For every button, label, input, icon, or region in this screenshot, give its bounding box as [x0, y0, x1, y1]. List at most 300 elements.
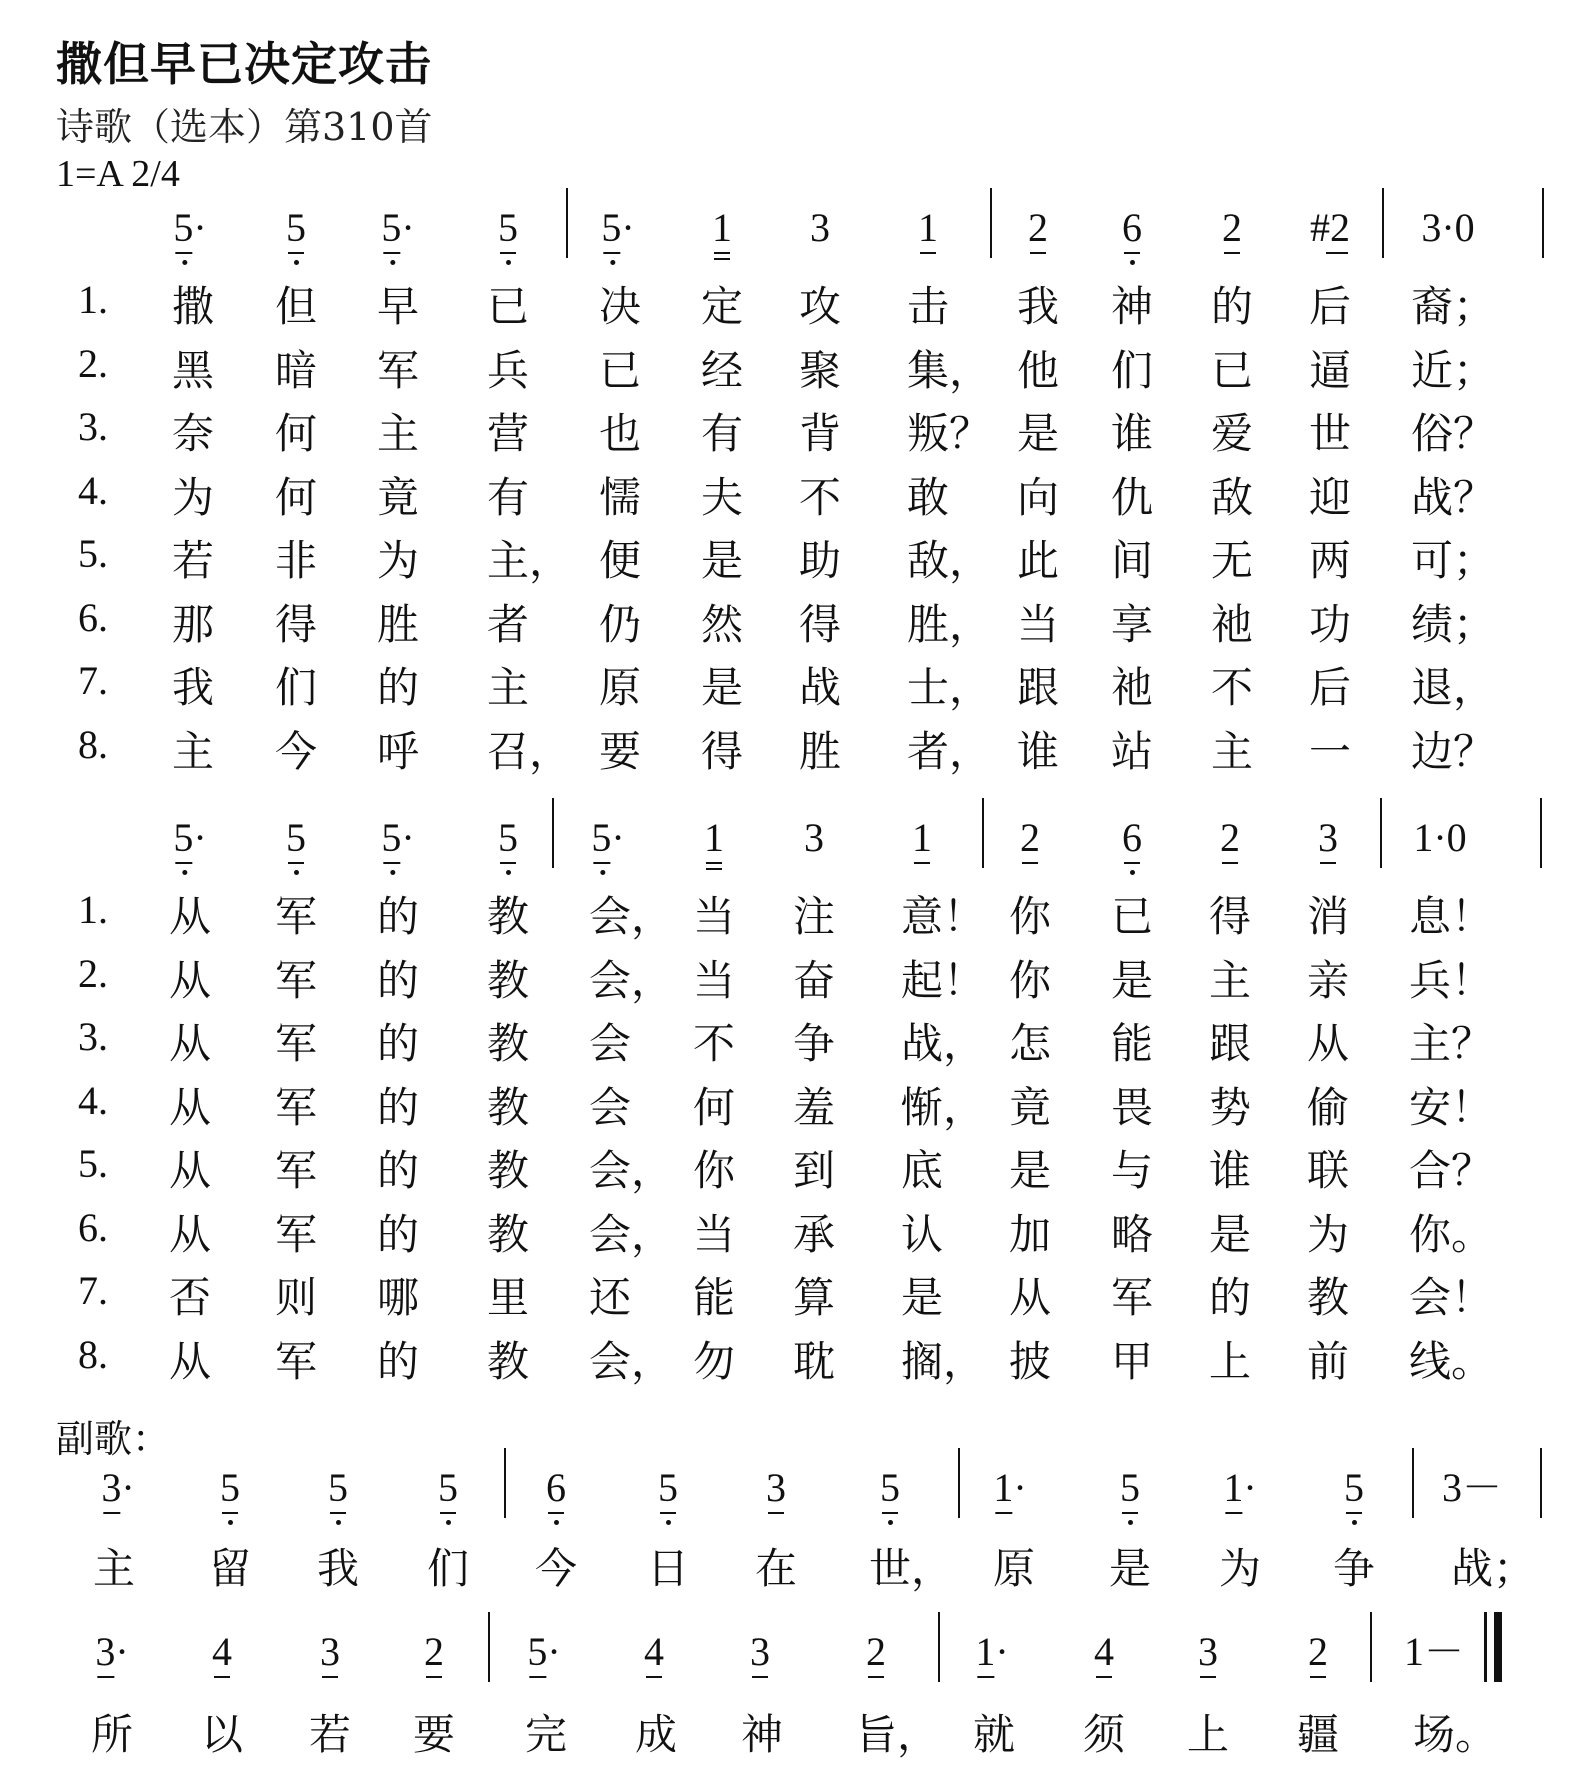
barline — [938, 1612, 940, 1682]
barline — [488, 1612, 490, 1682]
lyric-syllable: 会 — [588, 1019, 632, 1068]
lyric-syllable: 为 — [376, 536, 420, 585]
eighth-underline — [603, 252, 620, 254]
note: 3 — [750, 1632, 770, 1672]
lower-octave-dot — [600, 870, 605, 875]
lyric-syllable: 为 — [171, 472, 215, 522]
eighth-underline — [1222, 862, 1238, 864]
lyric-syllable: 息 — [1408, 892, 1452, 941]
lyric-syllable: 军 — [274, 1146, 318, 1195]
lower-octave-dot — [182, 260, 187, 265]
lyric-syllable: 底 — [900, 1146, 944, 1195]
lyric-syllable: 疆 — [1296, 1710, 1340, 1759]
lyric-syllable: 击 — [906, 282, 950, 331]
eighth-underline — [288, 252, 304, 254]
lyric-syllable: 竟 — [1008, 1082, 1052, 1132]
song-subtitle: 诗歌（选本）第310首 — [56, 105, 433, 149]
lyric-syllable: 要 — [412, 1710, 456, 1759]
lyric-line-end-punctuation: ； — [1452, 599, 1496, 649]
lyric-syllable: 亲 — [1306, 955, 1350, 1005]
lyric-line-end-punctuation: ？ — [1452, 726, 1496, 776]
verse-number: 7. — [78, 658, 108, 703]
lower-octave-dot — [1128, 1520, 1133, 1525]
lyric-syllable: 奋 — [792, 955, 836, 1005]
eighth-underline — [593, 862, 610, 864]
lyric-syllable: 黑 — [171, 345, 215, 395]
lyric-syllable: 原 — [992, 1544, 1036, 1593]
note: #2 — [1310, 208, 1350, 248]
eighth-underline — [288, 862, 304, 864]
lyric-syllable: 教 — [486, 1146, 530, 1195]
lyric-syllable: 在 — [754, 1544, 798, 1593]
lyric-syllable: 那 — [171, 599, 215, 649]
note: 5 — [880, 1468, 900, 1508]
lyric-syllable: 谁 — [1208, 1146, 1252, 1195]
lyric-syllable: 你 — [1008, 892, 1052, 941]
sixteenth-underline — [714, 258, 730, 260]
lyric-syllable: 军 — [274, 1082, 318, 1132]
note: 6 — [1122, 818, 1142, 858]
lyric-line-end-punctuation: ？ — [1452, 409, 1496, 458]
lyric-syllable: 经 — [700, 345, 744, 395]
eighth-underline — [175, 252, 192, 254]
lyric-syllable: 何 — [274, 472, 318, 522]
lyric-syllable: 主， — [486, 536, 572, 585]
lyric-syllable: 到 — [792, 1146, 836, 1195]
lyric-syllable: 是 — [1016, 409, 1060, 458]
lyric-syllable: 我 — [316, 1544, 360, 1593]
lyric-syllable: 军 — [1110, 1273, 1154, 1322]
eighth-underline — [646, 1676, 662, 1678]
lyric-syllable: 为 — [1218, 1544, 1262, 1593]
lyric-syllable: 集， — [906, 345, 992, 395]
note: 5 — [658, 1468, 678, 1508]
lyric-syllable: 叛？ — [906, 409, 992, 458]
lyric-syllable: 跟 — [1016, 663, 1060, 712]
lyric-syllable: 敌 — [1210, 472, 1254, 522]
eighth-underline — [1310, 1676, 1326, 1678]
eighth-underline — [222, 1512, 238, 1514]
lyric-syllable: 可 — [1410, 536, 1454, 585]
lyric-syllable: 上 — [1186, 1710, 1230, 1759]
note: 2 — [1222, 208, 1242, 248]
lyric-syllable: 原 — [598, 663, 642, 712]
lyric-syllable: 已 — [1110, 892, 1154, 941]
lyric-syllable: 我 — [171, 663, 215, 712]
lyric-syllable: 功 — [1308, 599, 1352, 649]
verse-number: 3. — [78, 404, 108, 449]
lyric-syllable: 旨， — [854, 1710, 940, 1759]
eighth-underline — [383, 252, 400, 254]
verse-number: 8. — [78, 721, 108, 767]
lyric-syllable: 奈 — [171, 409, 215, 458]
lyric-line-end-punctuation: ； — [1452, 345, 1496, 395]
lyric-syllable: 向 — [1016, 472, 1060, 522]
lyric-syllable: 当 — [692, 1209, 736, 1259]
lower-octave-dot — [1130, 870, 1135, 875]
lyric-syllable: 教 — [486, 892, 530, 941]
lyric-syllable: 是 — [1110, 955, 1154, 1005]
note: 3 — [320, 1632, 340, 1672]
note: 3 — [1318, 818, 1338, 858]
lyric-syllable: 争 — [1332, 1544, 1376, 1593]
lyric-syllable: 享 — [1110, 599, 1154, 649]
verse-number: 1. — [78, 887, 108, 932]
eighth-underline — [1346, 1512, 1362, 1514]
lyric-syllable: 联 — [1306, 1146, 1350, 1195]
note: 5 — [498, 818, 518, 858]
note: 3· — [95, 1632, 128, 1672]
lyric-syllable: 认 — [900, 1209, 944, 1259]
lyric-line-end-punctuation: ， — [1452, 663, 1496, 712]
lyric-line-end-punctuation: ？ — [1450, 1019, 1494, 1068]
lyric-syllable: 暗 — [274, 345, 318, 395]
note: 3 — [766, 1468, 786, 1508]
note: 1· — [1223, 1468, 1256, 1508]
lyric-syllable: 的 — [376, 955, 420, 1005]
note: 1· — [993, 1468, 1026, 1508]
verse-number: 2. — [78, 950, 108, 996]
lyric-syllable: 得 — [700, 726, 744, 776]
lyric-syllable: 教 — [486, 955, 530, 1005]
lyric-syllable: 是 — [1008, 1146, 1052, 1195]
lyric-syllable: 间 — [1110, 536, 1154, 585]
final-barline-thick — [1494, 1612, 1502, 1682]
lower-octave-dot — [554, 1520, 559, 1525]
lower-octave-dot — [228, 1520, 233, 1525]
lyric-syllable: 一 — [1308, 726, 1352, 776]
eighth-underline — [426, 1676, 442, 1678]
note: 5· — [173, 208, 206, 248]
lyric-syllable: 主 — [376, 409, 420, 458]
lyric-syllable: 会， — [588, 892, 674, 941]
lyric-syllable: 胜 — [798, 726, 842, 776]
barline — [982, 798, 984, 868]
lyric-syllable: 你 — [1008, 955, 1052, 1005]
verse-number: 1. — [78, 277, 108, 322]
lyric-syllable: 能 — [692, 1273, 736, 1322]
lyric-syllable: 主 — [1210, 726, 1254, 776]
lyric-syllable: 定 — [700, 282, 744, 331]
lyric-syllable: 后 — [1308, 663, 1352, 712]
lyric-syllable: 他 — [1016, 345, 1060, 395]
lyric-line-end-punctuation: ！ — [1450, 955, 1494, 1005]
lyric-syllable: 会 — [588, 1082, 632, 1132]
lyric-syllable: 当 — [692, 892, 736, 941]
lyric-line-end-punctuation: ！ — [1450, 1082, 1494, 1132]
lyric-syllable: 主 — [1408, 1019, 1452, 1068]
refrain-label: 副歌： — [56, 1417, 171, 1461]
lyric-syllable: 争 — [792, 1019, 836, 1068]
lyric-syllable: 边 — [1410, 726, 1454, 776]
lyric-syllable: 已 — [598, 345, 642, 395]
note: 2 — [866, 1632, 886, 1672]
note: 3· — [101, 1468, 134, 1508]
final-barline-thin — [1484, 1612, 1487, 1682]
note: 1 — [918, 208, 938, 248]
eighth-underline — [768, 1512, 784, 1514]
lyric-syllable: 从 — [1306, 1019, 1350, 1068]
lyric-syllable: 们 — [1110, 345, 1154, 395]
eighth-underline — [97, 1676, 114, 1678]
eighth-underline — [1326, 252, 1348, 254]
lyric-syllable: 召， — [486, 726, 572, 776]
lyric-syllable: 搁， — [900, 1336, 986, 1386]
lyric-syllable: 从 — [168, 1336, 212, 1386]
lower-octave-dot — [1130, 260, 1135, 265]
lyric-syllable: 们 — [426, 1544, 470, 1593]
lyric-syllable: 何 — [692, 1082, 736, 1132]
note: 6 — [1122, 208, 1142, 248]
lyric-syllable: 教 — [486, 1336, 530, 1386]
lyric-syllable: 勿 — [692, 1336, 736, 1386]
lyric-syllable: 从 — [168, 892, 212, 941]
lyric-syllable: 竟 — [376, 472, 420, 522]
lyric-syllable: 意！ — [900, 892, 986, 941]
note: 3·0 — [1421, 205, 1475, 250]
note: 5· — [527, 1632, 560, 1672]
lyric-syllable: 今 — [274, 726, 318, 776]
note: 1·0 — [1413, 815, 1467, 860]
lyric-syllable: 你 — [1408, 1209, 1452, 1259]
eighth-underline — [660, 1512, 676, 1514]
lyric-syllable: 主 — [486, 663, 530, 712]
lyric-syllable: 此 — [1016, 536, 1060, 585]
lyric-syllable: 懦 — [598, 472, 642, 522]
lyric-syllable: 势 — [1208, 1082, 1252, 1132]
eighth-underline — [1200, 1676, 1216, 1678]
lyric-syllable: 胜， — [906, 599, 992, 649]
lyric-syllable: 者 — [486, 599, 530, 649]
lyric-syllable: 战 — [798, 663, 842, 712]
barline — [552, 798, 554, 868]
lower-octave-dot — [888, 1520, 893, 1525]
lyric-syllable: 否 — [168, 1273, 212, 1322]
lower-octave-dot — [506, 260, 511, 265]
note: 3 — [804, 815, 824, 860]
lyric-syllable: 聚 — [798, 345, 842, 395]
eighth-underline — [882, 1512, 898, 1514]
note: 1· — [975, 1632, 1008, 1672]
lyric-syllable: 逼 — [1308, 345, 1352, 395]
lyric-syllable: 主 — [171, 726, 215, 776]
lyric-syllable: 退 — [1410, 663, 1454, 712]
lyric-syllable: 的 — [376, 1019, 420, 1068]
note: 4 — [644, 1632, 664, 1672]
lyric-syllable: 们 — [274, 663, 318, 712]
lyric-syllable: 世， — [868, 1544, 954, 1593]
verse-number: 5. — [78, 1141, 108, 1186]
eighth-underline — [548, 1512, 564, 1514]
lyric-syllable: 兵 — [1408, 955, 1452, 1005]
lyric-syllable: 谁 — [1110, 409, 1154, 458]
note: 6 — [546, 1468, 566, 1508]
lower-octave-dot — [182, 870, 187, 875]
eighth-underline — [440, 1512, 456, 1514]
verse-number: 6. — [78, 1204, 108, 1250]
lyric-syllable: 能 — [1110, 1019, 1154, 1068]
note: 2 — [424, 1632, 444, 1672]
lyric-syllable: 的 — [376, 892, 420, 941]
lyric-syllable: 的 — [1208, 1273, 1252, 1322]
lyric-syllable: 合 — [1408, 1146, 1452, 1195]
lyric-syllable: 无 — [1210, 536, 1254, 585]
eighth-underline — [1124, 862, 1140, 864]
lyric-syllable: 祂 — [1110, 663, 1154, 712]
lyric-syllable: 非 — [274, 536, 318, 585]
lyric-syllable: 绩 — [1410, 599, 1454, 649]
eighth-underline — [1030, 252, 1046, 254]
eighth-underline — [868, 1676, 884, 1678]
note: 5 — [498, 208, 518, 248]
lyric-syllable: 前 — [1306, 1336, 1350, 1386]
lyric-syllable: 决 — [598, 282, 642, 331]
eighth-underline — [500, 252, 516, 254]
lyric-syllable: 撒 — [171, 282, 215, 331]
lyric-syllable: 主 — [1208, 955, 1252, 1005]
note: 5 — [1120, 1468, 1140, 1508]
note: 4 — [1094, 1632, 1114, 1672]
lyric-syllable: 是 — [700, 663, 744, 712]
lyric-syllable: 会， — [588, 955, 674, 1005]
lyric-syllable: 背 — [798, 409, 842, 458]
note: 2 — [1020, 818, 1040, 858]
lower-octave-dot — [1352, 1520, 1357, 1525]
lyric-line-end-punctuation: ！ — [1450, 892, 1494, 941]
verse-number: 3. — [78, 1014, 108, 1059]
lyric-syllable: 助 — [798, 536, 842, 585]
key-signature: 1=A 2/4 — [56, 153, 180, 195]
lyric-syllable: 不 — [692, 1019, 736, 1068]
lyric-syllable: 军 — [274, 955, 318, 1005]
note: 5 — [220, 1468, 240, 1508]
lyric-syllable: 的 — [376, 663, 420, 712]
lyric-syllable: 须 — [1082, 1710, 1126, 1759]
eighth-underline — [1320, 862, 1336, 864]
lyric-syllable: 已 — [1210, 345, 1254, 395]
lyric-syllable: 怎 — [1008, 1019, 1052, 1068]
barline — [1540, 798, 1542, 868]
barline — [1382, 188, 1384, 258]
lyric-syllable: 安 — [1408, 1082, 1452, 1132]
note: 3 — [1198, 1632, 1218, 1672]
note: 1 — [912, 818, 932, 858]
barline — [566, 188, 568, 258]
lyric-syllable: 哪 — [376, 1273, 420, 1322]
note: 2 — [1220, 818, 1240, 858]
lyric-syllable: 主 — [92, 1544, 136, 1593]
lyric-syllable: 就 — [972, 1710, 1016, 1759]
lyric-syllable: 里 — [486, 1273, 530, 1322]
note: 5· — [173, 818, 206, 858]
lyric-syllable: 会， — [588, 1336, 674, 1386]
lyric-syllable: 我 — [1016, 282, 1060, 331]
lyric-syllable: 不 — [1210, 663, 1254, 712]
lyric-syllable: 为 — [1306, 1209, 1350, 1259]
lyric-syllable: 从 — [1008, 1273, 1052, 1322]
lyric-syllable: 敌， — [906, 536, 992, 585]
lyric-syllable: 会， — [588, 1209, 674, 1259]
lyric-syllable: 算 — [792, 1273, 836, 1322]
lyric-syllable: 以 — [200, 1710, 244, 1759]
lyric-syllable: 是 — [1208, 1209, 1252, 1259]
lyric-syllable: 战， — [900, 1019, 986, 1068]
lyric-syllable: 甲 — [1110, 1336, 1154, 1386]
eighth-underline — [1124, 252, 1140, 254]
note: 5· — [381, 818, 414, 858]
lyric-syllable: 便 — [598, 536, 642, 585]
lyric-syllable: 消 — [1306, 892, 1350, 941]
lower-octave-dot — [294, 870, 299, 875]
lyric-syllable: 世 — [1308, 409, 1352, 458]
lyric-syllable: 是 — [1108, 1544, 1152, 1593]
verse-number: 5. — [78, 531, 108, 576]
barline — [1370, 1612, 1372, 1682]
eighth-underline — [995, 1512, 1012, 1514]
lower-octave-dot — [446, 1520, 451, 1525]
lyric-syllable: 胜 — [376, 599, 420, 649]
lyric-syllable: 早 — [376, 282, 420, 331]
eighth-underline — [920, 252, 936, 254]
eighth-underline — [103, 1512, 120, 1514]
lyric-syllable: 士， — [906, 663, 992, 712]
lyric-syllable: 场。 — [1412, 1710, 1498, 1759]
lyric-syllable: 军 — [274, 1019, 318, 1068]
lyric-syllable: 当 — [1016, 599, 1060, 649]
verse-number: 4. — [78, 1077, 108, 1123]
lower-octave-dot — [506, 870, 511, 875]
lyric-syllable: 是 — [700, 536, 744, 585]
eighth-underline — [1122, 1512, 1138, 1514]
lyric-syllable: 留 — [208, 1544, 252, 1593]
verse-number: 8. — [78, 1331, 108, 1377]
lyric-syllable: 迎 — [1308, 472, 1352, 522]
lyric-syllable: 者， — [906, 726, 992, 776]
note: 5· — [591, 818, 624, 858]
lyric-syllable: 军 — [274, 892, 318, 941]
lyric-syllable: 上 — [1208, 1336, 1252, 1386]
lyric-syllable: 但 — [274, 282, 318, 331]
lyric-syllable: 营 — [486, 409, 530, 458]
lyric-syllable: 战 — [1410, 472, 1454, 522]
eighth-underline — [330, 1512, 346, 1514]
lyric-syllable: 耽 — [792, 1336, 836, 1386]
lyric-syllable: 从 — [168, 955, 212, 1005]
lyric-syllable: 也 — [598, 409, 642, 458]
lyric-syllable: 完 — [524, 1710, 568, 1759]
song-title: 撒但早已决定攻击 — [56, 37, 432, 91]
note: 5 — [438, 1468, 458, 1508]
lyric-syllable: 惭， — [900, 1082, 986, 1132]
note: 3－ — [1442, 1465, 1502, 1510]
lyric-syllable: 仍 — [598, 599, 642, 649]
lyric-syllable: 若 — [308, 1710, 352, 1759]
lyric-syllable: 站 — [1110, 726, 1154, 776]
lyric-syllable: 从 — [168, 1082, 212, 1132]
barline — [1542, 188, 1544, 258]
barline — [504, 1448, 506, 1518]
lyric-syllable: 的 — [376, 1209, 420, 1259]
barline — [1540, 1448, 1542, 1518]
lyric-syllable: 攻 — [798, 282, 842, 331]
lyric-syllable: 要 — [598, 726, 642, 776]
lyric-syllable: 偷 — [1306, 1082, 1350, 1132]
barline — [1380, 798, 1382, 868]
eighth-underline — [529, 1676, 546, 1678]
lyric-syllable: 羞 — [792, 1082, 836, 1132]
lyric-syllable: 兵 — [486, 345, 530, 395]
lyric-line-end-punctuation: ！ — [1450, 1273, 1494, 1322]
